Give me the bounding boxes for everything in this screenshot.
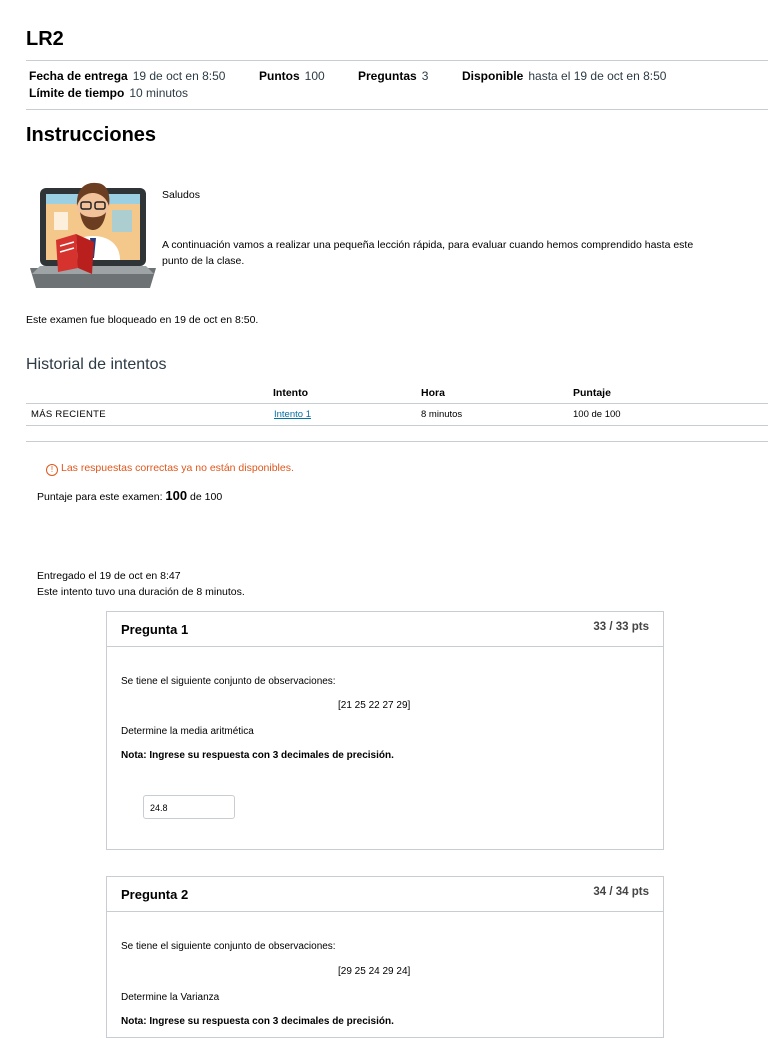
score-value: 100	[165, 488, 188, 503]
question-intro: Se tiene el siguiente conjunto de observaciones:	[121, 676, 336, 687]
question-note: Nota: Ingrese su respuesta con 3 decimales de precisión.	[121, 1016, 394, 1027]
question-prompt: Determine la Varianza	[121, 992, 220, 1003]
answers-unavailable-warning	[46, 462, 294, 476]
table-divider	[26, 425, 768, 426]
answer-field[interactable]: 24.8	[143, 795, 235, 819]
history-heading: Historial de intentos	[26, 356, 167, 373]
question-card	[106, 876, 664, 1038]
instructions-body-line-1: A continuación vamos a realizar una pequeña lección rápida, para evaluar cuando hemos comprendido hasta este	[162, 239, 694, 251]
time-limit-label: Límite de tiempo	[29, 86, 125, 100]
quiz-score	[37, 488, 222, 503]
column-header-score: Puntaje	[573, 387, 611, 399]
question-data: [21 25 22 27 29]	[338, 700, 411, 711]
submitted-date: Entregado el 19 de oct en 8:47	[37, 570, 181, 582]
questions-value: 3	[421, 69, 429, 83]
attempt-link[interactable]: Intento 1	[274, 409, 311, 420]
score-suffix: de 100	[190, 491, 223, 503]
instructions-heading: Instrucciones	[26, 124, 157, 146]
due-date-value: 19 de oct en 8:50	[132, 69, 226, 83]
time-limit	[29, 86, 188, 100]
warning-text: Las respuestas correctas ya no están disponibles.	[61, 462, 294, 474]
points-value: 100	[304, 69, 325, 83]
divider	[26, 60, 768, 61]
attempt-duration: Este intento tuvo una duración de 8 minutos.	[37, 586, 245, 598]
time-limit-value: 10 minutos	[129, 86, 189, 100]
table-divider	[26, 403, 768, 404]
question-note: Nota: Ingrese su respuesta con 3 decimales de precisión.	[121, 750, 394, 761]
question-intro: Se tiene el siguiente conjunto de observaciones:	[121, 941, 336, 952]
questions-label: Preguntas	[358, 69, 417, 83]
question-points: 34 / 34 pts	[593, 886, 649, 898]
question-title: Pregunta 1	[121, 622, 189, 637]
question-title: Pregunta 2	[121, 887, 189, 902]
divider	[26, 109, 768, 110]
attempt-score: 100 de 100	[573, 409, 621, 420]
row-label: MÁS RECIENTE	[31, 409, 106, 420]
column-header-attempt: Intento	[273, 387, 308, 399]
instructions-body-line-2: punto de la clase.	[162, 255, 245, 267]
teacher-avatar-image	[26, 162, 160, 294]
question-header	[107, 877, 663, 912]
question-points: 33 / 33 pts	[593, 621, 649, 633]
score-prefix: Puntaje para este examen:	[37, 491, 163, 503]
instructions-greeting: Saludos	[162, 189, 200, 201]
lock-notice: Este examen fue bloqueado en 19 de oct en 8:50.	[26, 314, 259, 326]
available-value: hasta el 19 de oct en 8:50	[528, 69, 667, 83]
availability	[462, 69, 666, 83]
points-label: Puntos	[259, 69, 300, 83]
attempt-time: 8 minutos	[421, 409, 463, 420]
question-data: [29 25 24 29 24]	[338, 966, 411, 977]
points	[259, 69, 325, 83]
question-header	[107, 612, 663, 647]
divider	[26, 441, 768, 442]
column-header-time: Hora	[421, 387, 445, 399]
due-date-label: Fecha de entrega	[29, 69, 128, 83]
available-label: Disponible	[462, 69, 524, 83]
due-date	[29, 69, 225, 83]
quiz-title: LR2	[26, 28, 64, 50]
question-card	[106, 611, 664, 850]
warning-icon: !	[46, 464, 58, 476]
question-prompt: Determine la media aritmética	[121, 726, 254, 737]
questions-count	[358, 69, 428, 83]
